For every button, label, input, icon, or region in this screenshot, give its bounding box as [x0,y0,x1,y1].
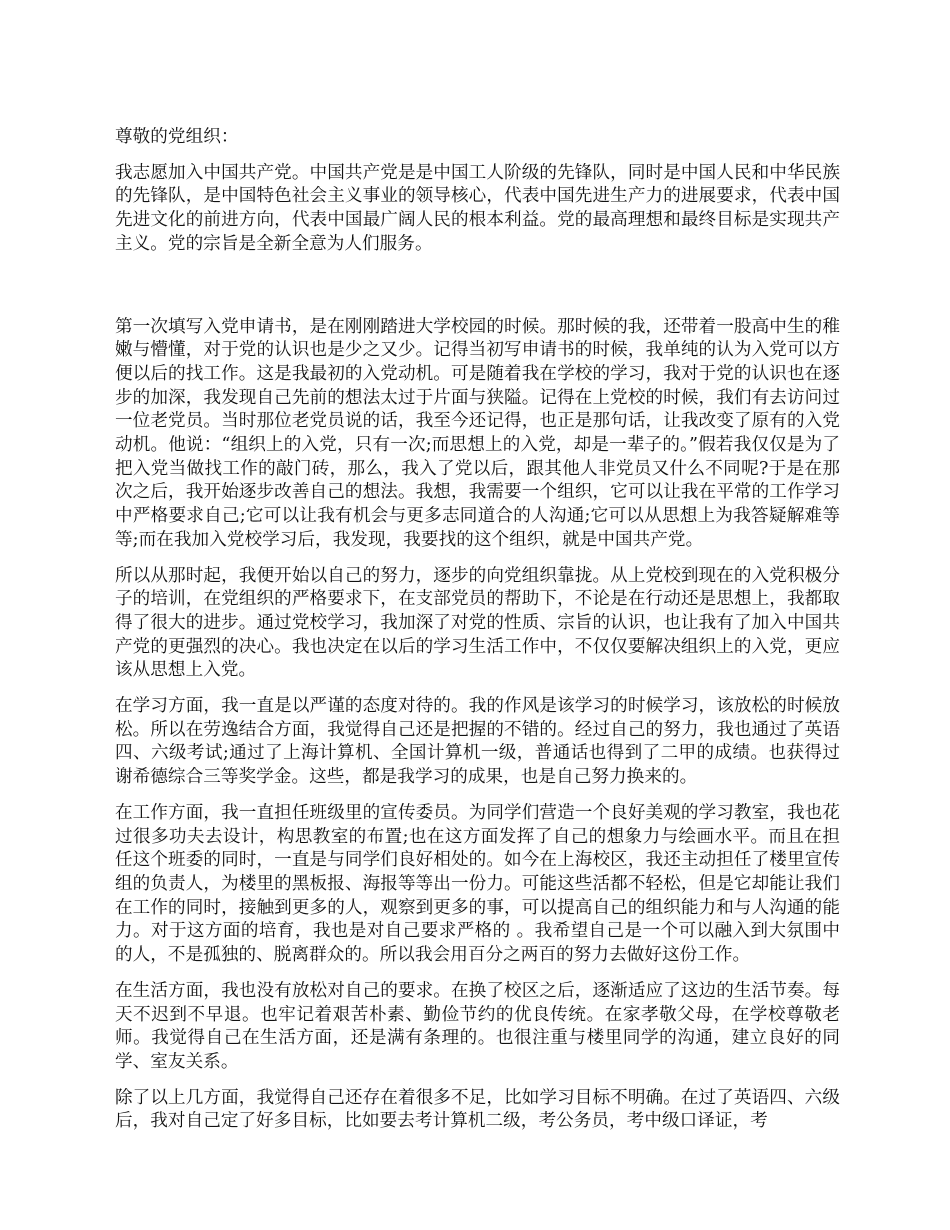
salutation: 尊敬的党组织： [115,127,239,147]
paragraph-7: 除了以上几方面，我觉得自己还存在着很多不足，比如学习目标不明确。在过了英语四、六级后，我对自己定了好多目标，比如要去考计算机二级，考公务员，考中级口译证，考 [115,1087,840,1132]
paragraph-5: 在工作方面，我一直担任班级里的宣传委员。为同学们营造一个良好美观的学习教室，我也花过很多功夫去设计，构思教室的布置;也在这方面发挥了自己的想象力与绘画水平。而且在担任这个班委的同时，一直是与同学们良好相处的。如今在上海校区，我还主动担任了楼里宣传组的负责人，为楼里的黑板报、海报等等出一份力。可能这些活都不轻松，但是它却能让我们在工作的同时，接触到更多的人，观察到更多的事，可以提高自己的组织能力和与人沟通的能力。对于这方面的培育，我也是对自己要求严格的 。我希望自己是一个可以融入到大氛围中的人，不是孤独的、脱离群众的。所以我会用百分之两百的努力去做好这份工作。 [115,802,840,966]
document-body [115,126,840,1146]
paragraph-4: 在学习方面，我一直是以严谨的态度对待的。我的作风是该学习的时候学习，该放松的时候放松。所以在劳逸结合方面，我觉得自己还是把握的不错的。经过自己的努力，我也通过了英语四、六级考试;通过了上海计算机、全国计算机一级，普通话也得到了二甲的成绩。也获得过谢希德综合三等奖学金。这些，都是我学习的成果，也是自己努力换来的。 [115,696,840,788]
paragraph-3: 所以从那时起，我便开始以自己的努力，逐步的向党组织靠拢。从上党校到现在的入党积极分子的培训，在党组织的严格要求下，在支部党员的帮助下，不论是在行动还是思想上，我都取得了很大的进步。通过党校学习，我加深了对党的性质、宗旨的认识，也让我有了加入中国共产党的更强烈的决心。我也决定在以后的学习生活工作中，不仅仅要解决组织上的入党，更应该从思想上入党。 [115,565,840,681]
paragraph-1: 我志愿加入中国共产党。中国共产党是是中国工人阶级的先锋队，同时是中国人民和中华民族的先锋队，是中国特色社会主义事业的领导核心，代表中国先进生产力的进展要求，代表中国先进文化的前进方向，代表中国最广阔人民的根本利益。党的最高理想和最终目标是实现共产主义。党的宗旨是全新全意为人们服务。 [115,162,840,254]
paragraph-6: 在生活方面，我也没有放松对自己的要求。在换了校区之后，逐渐适应了这边的生活节奏。每天不迟到不早退。也牢记着艰苦朴素、勤俭节约的优良传统。在家孝敬父母，在学校尊敬老师。我觉得自己在生活方面，还是满有条理的。也很注重与楼里同学的沟通，建立良好的同学、室友关系。 [115,980,840,1072]
paragraph-2: 第一次填写入党申请书，是在刚刚踏进大学校园的时候。那时候的我，还带着一股高中生的稚嫩与懵懂，对于党的认识也是少之又少。记得当初写申请书的时候，我单纯的认为入党可以方便以后的找工作。这是我最初的入党动机。可是随着我在学校的学习，我对于党的认识也在逐步的加深，我发现自己先前的想法太过于片面与狭隘。记得在上党校的时候，我们有去访问过一位老党员。当时那位老党员说的话，我至今还记得，也正是那句话，让我改变了原有的入党动机。他说：“组织上的入党，只有一次;而思想上的入党，却是一辈子的。”假若我仅仅是为了把入党当做找工作的敲门砖，那么，我入了党以后，跟其他人非党员又什么不同呢?于是在那次之后，我开始逐步改善自己的想法。我想，我需要一个组织，它可以让我在平常的工作学习中严格要求自己;它可以让我有机会与更多志同道合的人沟通;它可以从思想上为我答疑解难等等;而在我加入党校学习后，我发现，我要找的这个组织，就是中国共产党。 [115,316,840,550]
